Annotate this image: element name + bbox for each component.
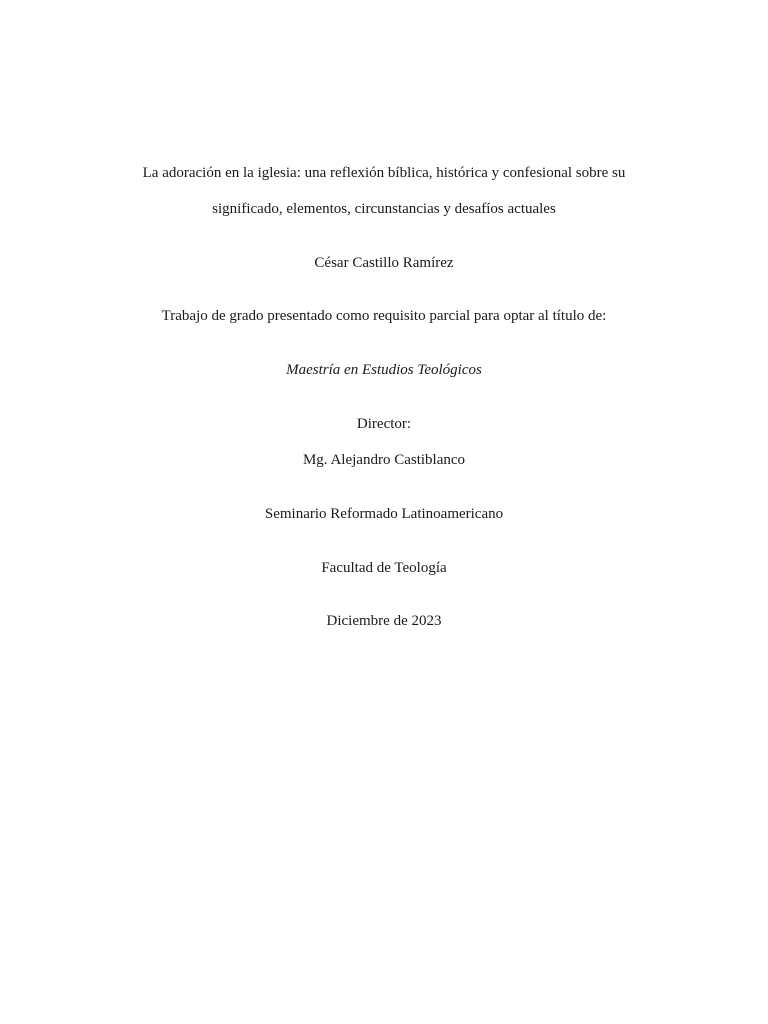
faculty-name: Facultad de Teología: [321, 560, 447, 576]
thesis-title-line-1: La adoración en la iglesia: una reflexión bíblica, histórica y confesional sobre su: [142, 165, 626, 181]
author-name: César Castillo Ramírez: [314, 255, 454, 271]
submission-statement: Trabajo de grado presentado como requisito parcial para optar al título de:: [161, 308, 607, 324]
thesis-title-line-2: significado, elementos, circunstancias y desafíos actuales: [212, 201, 556, 217]
degree-name: Maestría en Estudios Teológicos: [286, 362, 482, 378]
submission-date: Diciembre de 2023: [326, 613, 442, 629]
institution-name: Seminario Reformado Latinoamericano: [264, 506, 504, 522]
director-name: Mg. Alejandro Castiblanco: [302, 452, 466, 468]
director-label: Director:: [356, 416, 412, 432]
